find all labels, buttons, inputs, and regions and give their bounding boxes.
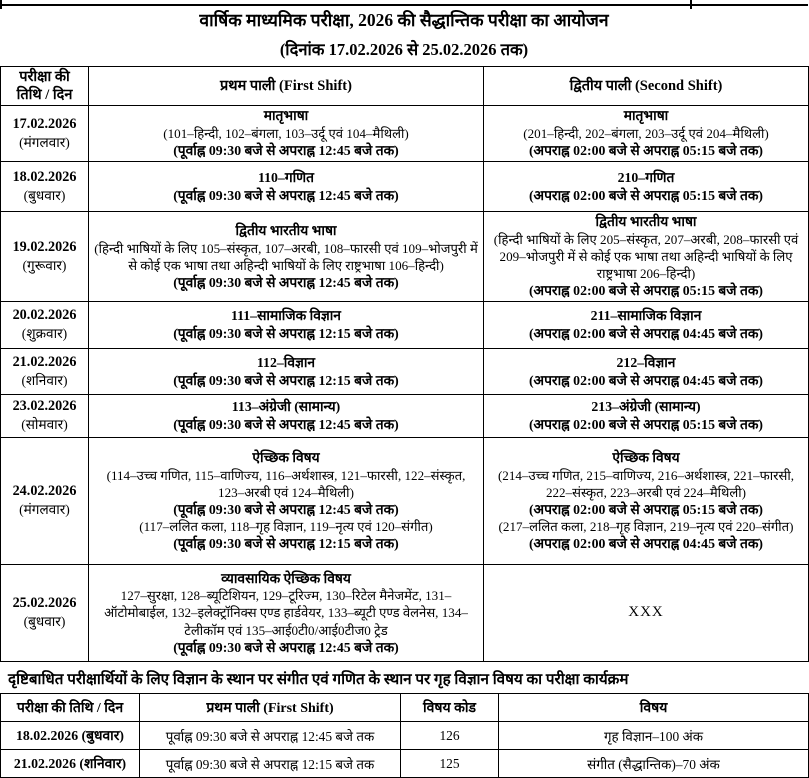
exam-row bbox=[1, 106, 809, 162]
first-shift-cell bbox=[89, 438, 484, 565]
blind-date-cell: 21.02.2026 (शनिवार) bbox=[1, 750, 140, 778]
first-shift-cell bbox=[89, 565, 484, 662]
exam-date: 23.02.2026 bbox=[12, 398, 77, 415]
second-shift-cell bbox=[484, 106, 809, 162]
cell-line: ऐच्छिक विषय bbox=[612, 449, 680, 465]
exam-row bbox=[1, 302, 809, 349]
blind-time-cell: पूर्वाह्न 09:30 बजे से अपराह्न 12:15 बजे तक bbox=[140, 750, 401, 778]
blind-exam-row bbox=[1, 722, 809, 750]
main-table-body bbox=[1, 106, 809, 662]
cell-line: (101–हिन्दी, 102–बंगला, 103–उर्दू एवं 104–मैथिली) bbox=[163, 126, 409, 142]
cell-line: (पूर्वाह्न 09:30 बजे से अपराह्न 12:45 बजे तक) bbox=[173, 501, 399, 517]
cell-line: 212–विज्ञान bbox=[616, 354, 676, 370]
cell-line: (अपराह्न 02:00 बजे से अपराह्न 04:45 बजे तक) bbox=[528, 372, 764, 388]
cell-line: 213–अंग्रेजी (सामान्य) bbox=[591, 399, 701, 415]
cell-line: (पूर्वाह्न 09:30 बजे से अपराह्न 12:45 बजे तक) bbox=[173, 143, 399, 159]
cell-line: मातृभाषा bbox=[263, 108, 309, 124]
first-shift-cell bbox=[89, 212, 484, 302]
date-cell bbox=[1, 349, 89, 395]
cell-line: (अपराह्न 02:00 बजे से अपराह्न 05:15 बजे तक) bbox=[528, 417, 764, 432]
cell-line: 127–सुरक्षा, 128–ब्यूटिशियन, 129–टूरिज्म, 130–रिटेल मैनेजमेंट, 131–ऑटोमोबाईल, 132–इलेक्ट्रॉनिक्स एण्ड हार्डवेयर, 133–ब्यूटी एण्ड वेलनेस, 134–टेलीकॉम एवं 135–आई0टी0/आई0टीज0 ट्रेड bbox=[104, 588, 468, 638]
cell-line: 211–सामाजिक विज्ञान bbox=[590, 308, 702, 324]
exam-schedule-table bbox=[0, 66, 809, 662]
exam-row bbox=[1, 162, 809, 212]
exam-row bbox=[1, 565, 809, 662]
cell-line: (अपराह्न 02:00 बजे से अपराह्न 04:45 बजे तक) bbox=[528, 326, 764, 341]
exam-day: (शनिवार) bbox=[21, 372, 68, 388]
header-second-shift: द्वितीय पाली (Second Shift) bbox=[484, 67, 809, 106]
blind-table-body bbox=[1, 722, 809, 778]
document-header bbox=[0, 0, 808, 60]
exam-day: (मंगलवार) bbox=[19, 502, 70, 518]
blind-subject-cell: गृह विज्ञान–100 अंक bbox=[499, 722, 809, 750]
date-cell bbox=[1, 162, 89, 212]
cell-line: व्यावसायिक ऐच्छिक विषय bbox=[221, 570, 351, 586]
exam-day: (बुधवार) bbox=[23, 614, 66, 630]
exam-date: 21.02.2026 bbox=[12, 353, 77, 370]
first-shift-cell bbox=[89, 106, 484, 162]
date-cell bbox=[1, 565, 89, 662]
header-date-column bbox=[1, 67, 89, 106]
exam-day: (सोमवार) bbox=[21, 417, 68, 433]
date-cell bbox=[1, 438, 89, 565]
cell-line: ऐच्छिक विषय bbox=[252, 449, 320, 465]
cell-line: (पूर्वाह्न 09:30 बजे से अपराह्न 12:15 बजे तक) bbox=[173, 536, 399, 552]
second-shift-cell bbox=[484, 349, 809, 395]
exam-date: 18.02.2026 bbox=[12, 168, 77, 185]
cell-line: द्वितीय भारतीय भाषा bbox=[595, 214, 697, 230]
cell-line: (अपराह्न 02:00 बजे से अपराह्न 05:15 बजे तक) bbox=[528, 143, 764, 159]
blind-header-first-shift: प्रथम पाली (First Shift) bbox=[140, 694, 401, 722]
cell-line: (117–ललित कला, 118–गृह विज्ञान, 119–नृत्य एवं 120–संगीत) bbox=[139, 519, 433, 535]
exam-row bbox=[1, 212, 809, 302]
cell-line: (पूर्वाह्न 09:30 बजे से अपराह्न 12:45 बजे तक) bbox=[173, 417, 399, 432]
blind-code-cell: 126 bbox=[401, 722, 499, 750]
table-header-row bbox=[1, 694, 809, 722]
blind-subject-cell: संगीत (सैद्धान्तिक)–70 अंक bbox=[499, 750, 809, 778]
blind-candidates-note-title: दृष्टिबाधित परीक्षार्थियों के लिए विज्ञान के स्थान पर संगीत एवं गणित के स्थान पर गृह विज्ञान विषय का परीक्षा कार्यक्रम bbox=[8, 671, 629, 688]
second-shift-cell bbox=[484, 395, 809, 438]
cell-line: (214–उच्च गणित, 215–वाणिज्य, 216–अर्थशास्त्र, 221–फारसी, 222–संस्कृत, 223–अरबी एवं 224–मैथिली) bbox=[497, 467, 795, 500]
blind-date-cell: 18.02.2026 (बुधवार) bbox=[1, 722, 140, 750]
first-shift-cell bbox=[89, 302, 484, 349]
cell-line: (पूर्वाह्न 09:30 बजे से अपराह्न 12:45 बजे तक) bbox=[173, 639, 399, 655]
date-cell bbox=[1, 106, 89, 162]
second-shift-cell bbox=[484, 162, 809, 212]
cell-line: 112–विज्ञान bbox=[256, 354, 316, 370]
second-shift-cell bbox=[484, 302, 809, 349]
cell-line: (पूर्वाह्न 09:30 बजे से अपराह्न 12:45 बजे तक) bbox=[173, 274, 399, 290]
exam-date: 17.02.2026 bbox=[12, 115, 77, 132]
document-date-range: (दिनांक 17.02.2026 से 25.02.2026 तक) bbox=[279, 40, 529, 59]
exam-day: (गुरूवार) bbox=[22, 257, 67, 273]
second-shift-cell bbox=[484, 438, 809, 565]
cell-line: द्वितीय भारतीय भाषा bbox=[235, 222, 337, 238]
exam-date: 19.02.2026 bbox=[12, 238, 77, 255]
cell-line: 111–सामाजिक विज्ञान bbox=[231, 308, 341, 324]
cell-line: 110–गणित bbox=[257, 169, 314, 185]
cell-line: (अपराह्न 02:00 बजे से अपराह्न 05:15 बजे तक) bbox=[528, 501, 764, 517]
cell-line: (अपराह्न 02:00 बजे से अपराह्न 05:15 बजे तक) bbox=[528, 283, 764, 299]
first-shift-cell bbox=[89, 349, 484, 395]
header-first-shift: प्रथम पाली (First Shift) bbox=[89, 67, 484, 106]
top-mid-tick bbox=[690, 0, 692, 9]
exam-day: (शुक्रवार) bbox=[21, 326, 68, 342]
table-header-row bbox=[1, 67, 809, 106]
blind-candidates-table bbox=[0, 693, 809, 778]
date-cell bbox=[1, 395, 89, 438]
cell-line: (हिन्दी भाषियों के लिए 105–संस्कृत, 107–अरबी, 108–फारसी एवं 109–भोजपुरी में से कोई एक भाषा तथा अहिन्दी भाषियों के लिए राष्ट्रभाषा 106–हिन्दी) bbox=[94, 240, 478, 273]
blind-header-subject-code: विषय कोड bbox=[401, 694, 499, 722]
cell-line: XXX bbox=[628, 604, 664, 621]
second-shift-cell bbox=[484, 212, 809, 302]
first-shift-cell bbox=[89, 395, 484, 438]
second-shift-cell bbox=[484, 565, 809, 662]
cell-line: (201–हिन्दी, 202–बंगला, 203–उर्दू एवं 204–मैथिली) bbox=[523, 126, 769, 142]
header-date-line1: परीक्षा की bbox=[19, 69, 70, 85]
exam-date: 25.02.2026 bbox=[12, 595, 77, 612]
blind-exam-row bbox=[1, 750, 809, 778]
cell-line: 113–अंग्रेजी (सामान्य) bbox=[231, 399, 341, 415]
cell-line: (217–ललित कला, 218–गृह विज्ञान, 219–नृत्य एवं 220–संगीत) bbox=[498, 519, 794, 535]
exam-day: (बुधवार) bbox=[23, 188, 66, 204]
cell-line: (अपराह्न 02:00 बजे से अपराह्न 05:15 बजे तक) bbox=[528, 187, 764, 203]
cell-line: (पूर्वाह्न 09:30 बजे से अपराह्न 12:15 बजे तक) bbox=[173, 326, 399, 341]
exam-date: 20.02.2026 bbox=[12, 307, 77, 324]
exam-row bbox=[1, 395, 809, 438]
cell-line: (पूर्वाह्न 09:30 बजे से अपराह्न 12:15 बजे तक) bbox=[173, 372, 399, 388]
blind-time-cell: पूर्वाह्न 09:30 बजे से अपराह्न 12:45 बजे तक bbox=[140, 722, 401, 750]
cell-line: 210–गणित bbox=[617, 169, 675, 185]
document-title: वार्षिक माध्यमिक परीक्षा, 2026 की सैद्धान्तिक परीक्षा का आयोजन bbox=[199, 10, 609, 30]
date-cell bbox=[1, 212, 89, 302]
date-cell bbox=[1, 302, 89, 349]
cell-line: (अपराह्न 02:00 बजे से अपराह्न 04:45 बजे तक) bbox=[528, 536, 764, 552]
blind-header-subject: विषय bbox=[499, 694, 809, 722]
top-left-tick bbox=[0, 0, 2, 9]
first-shift-cell bbox=[89, 162, 484, 212]
cell-line: (हिन्दी भाषियों के लिए 205–संस्कृत, 207–अरबी, 208–फारसी एवं 209–भोजपुरी में से कोई एक भाषा तथा अहिन्दी भाषियों के लिए राष्ट्रभाषा 206–हिन्दी) bbox=[493, 232, 799, 282]
cell-line: (114–उच्च गणित, 115–वाणिज्य, 116–अर्थशास्त्र, 121–फारसी, 122–संस्कृत, 123–अरबी एवं 124–मैथिली) bbox=[106, 467, 466, 500]
header-date-line2: तिथि / दिन bbox=[16, 87, 73, 104]
cell-line: मातृभाषा bbox=[623, 108, 669, 124]
exam-row bbox=[1, 349, 809, 395]
exam-date: 24.02.2026 bbox=[12, 483, 77, 500]
blind-header-date: परीक्षा की तिथि / दिन bbox=[1, 694, 140, 722]
top-rule-line bbox=[0, 4, 808, 6]
cell-line: (पूर्वाह्न 09:30 बजे से अपराह्न 12:45 बजे तक) bbox=[173, 187, 399, 203]
exam-row bbox=[1, 438, 809, 565]
exam-day: (मंगलवार) bbox=[19, 135, 70, 151]
blind-code-cell: 125 bbox=[401, 750, 499, 778]
